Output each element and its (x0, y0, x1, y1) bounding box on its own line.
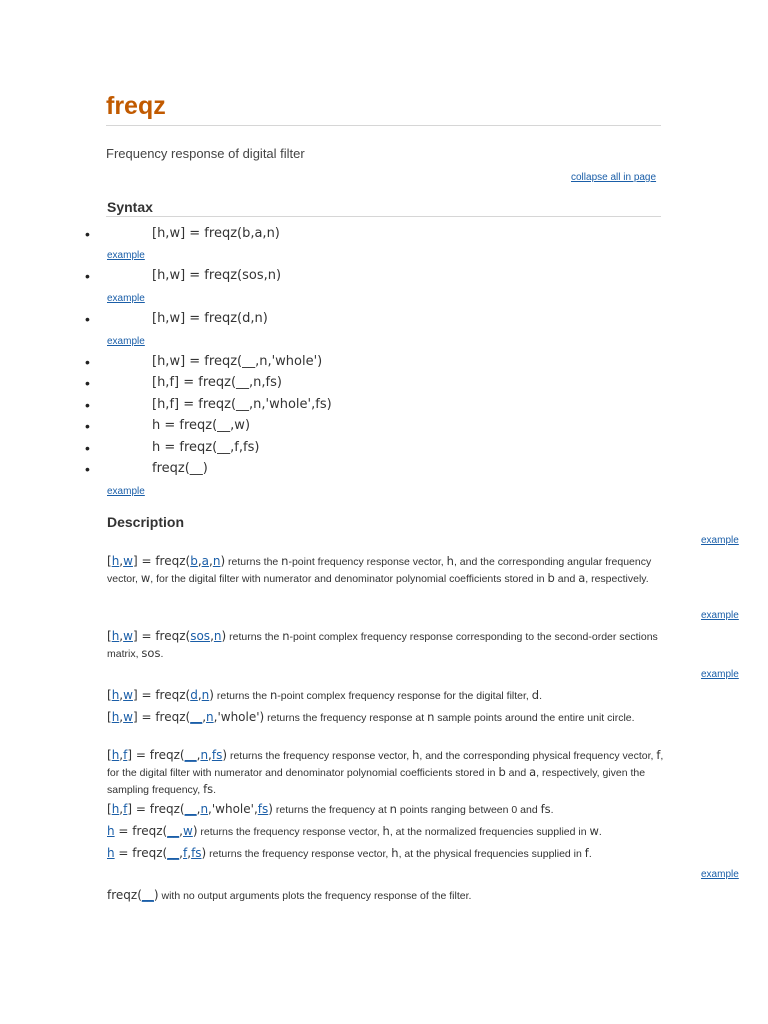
bullet-icon: • (85, 354, 90, 370)
description-paragraph: freqz(__) with no output arguments plots the frequency response of the filter. (107, 888, 472, 902)
bullet-icon: • (85, 461, 90, 477)
example-link[interactable]: example (701, 869, 739, 880)
syntax-line: [h,w] = freqz(d,n) (152, 311, 268, 326)
example-link[interactable]: example (701, 669, 739, 680)
example-link[interactable]: example (107, 336, 145, 347)
bullet-icon: • (85, 311, 90, 327)
example-link[interactable]: example (107, 250, 145, 261)
syntax-line: [h,w] = freqz(__,n,'whole') (152, 354, 323, 369)
syntax-line: [h,w] = freqz(b,a,n) (152, 226, 280, 241)
description-paragraph: [h,f] = freqz(__,n,'whole',fs) returns the frequency at n points ranging between 0 and fs. (107, 802, 554, 816)
description-paragraph: [h,w] = freqz(__,n,'whole') returns the frequency response at n sample points around the entire unit circle. (107, 710, 635, 724)
description-paragraph: [h,f] = freqz(__,n,fs) returns the frequency response vector, h, and the corresponding physical frequency vector, f, for the digital filter with numerator and denominator polynomial coefficients stored in b and a, respectively, given the sampling frequency, fs. (107, 748, 664, 796)
description-paragraph: [h,w] = freqz(b,a,n) returns the n-point frequency response vector, h, and the corresponding angular frequency vector, w, for the digital filter with numerator and denominator polynomial coefficients stored in b and a, respectively. (107, 554, 652, 585)
example-link[interactable]: example (107, 293, 145, 304)
bullet-icon: • (85, 268, 90, 284)
syntax-line: h = freqz(__,f,fs) (152, 440, 260, 455)
bullet-icon: • (85, 226, 90, 242)
page-subtitle: Frequency response of digital filter (106, 146, 305, 161)
syntax-line: [h,f] = freqz(__,n,fs) (152, 375, 282, 390)
description-heading: Description (107, 514, 185, 530)
title-divider (106, 125, 661, 126)
bullet-icon: • (85, 375, 90, 391)
bullet-icon: • (85, 418, 90, 434)
example-link[interactable]: example (701, 610, 739, 621)
description-paragraph: [h,w] = freqz(d,n) returns the n-point complex frequency response for the digital filter, d. (107, 688, 542, 702)
syntax-heading: Syntax (107, 199, 153, 215)
page-title: freqz (106, 92, 166, 120)
syntax-line: [h,f] = freqz(__,n,'whole',fs) (152, 397, 332, 412)
syntax-divider (106, 216, 661, 217)
description-paragraph: h = freqz(__,w) returns the frequency response vector, h, at the normalized frequencies supplied in w. (107, 824, 602, 838)
example-link[interactable]: example (701, 535, 739, 546)
bullet-icon: • (85, 397, 90, 413)
description-paragraph: h = freqz(__,f,fs) returns the frequency response vector, h, at the physical frequencies supplied in f. (107, 846, 592, 860)
collapse-all-link[interactable]: collapse all in page (571, 172, 657, 183)
example-link[interactable]: example (107, 486, 145, 497)
syntax-line: freqz(__) (152, 461, 208, 476)
syntax-line: [h,w] = freqz(sos,n) (152, 268, 282, 283)
bullet-icon: • (85, 440, 90, 456)
description-paragraph: [h,w] = freqz(sos,n) returns the n-point complex frequency response corresponding to the second-order sections matrix, sos. (107, 629, 658, 660)
syntax-line: h = freqz(__,w) (152, 418, 251, 433)
